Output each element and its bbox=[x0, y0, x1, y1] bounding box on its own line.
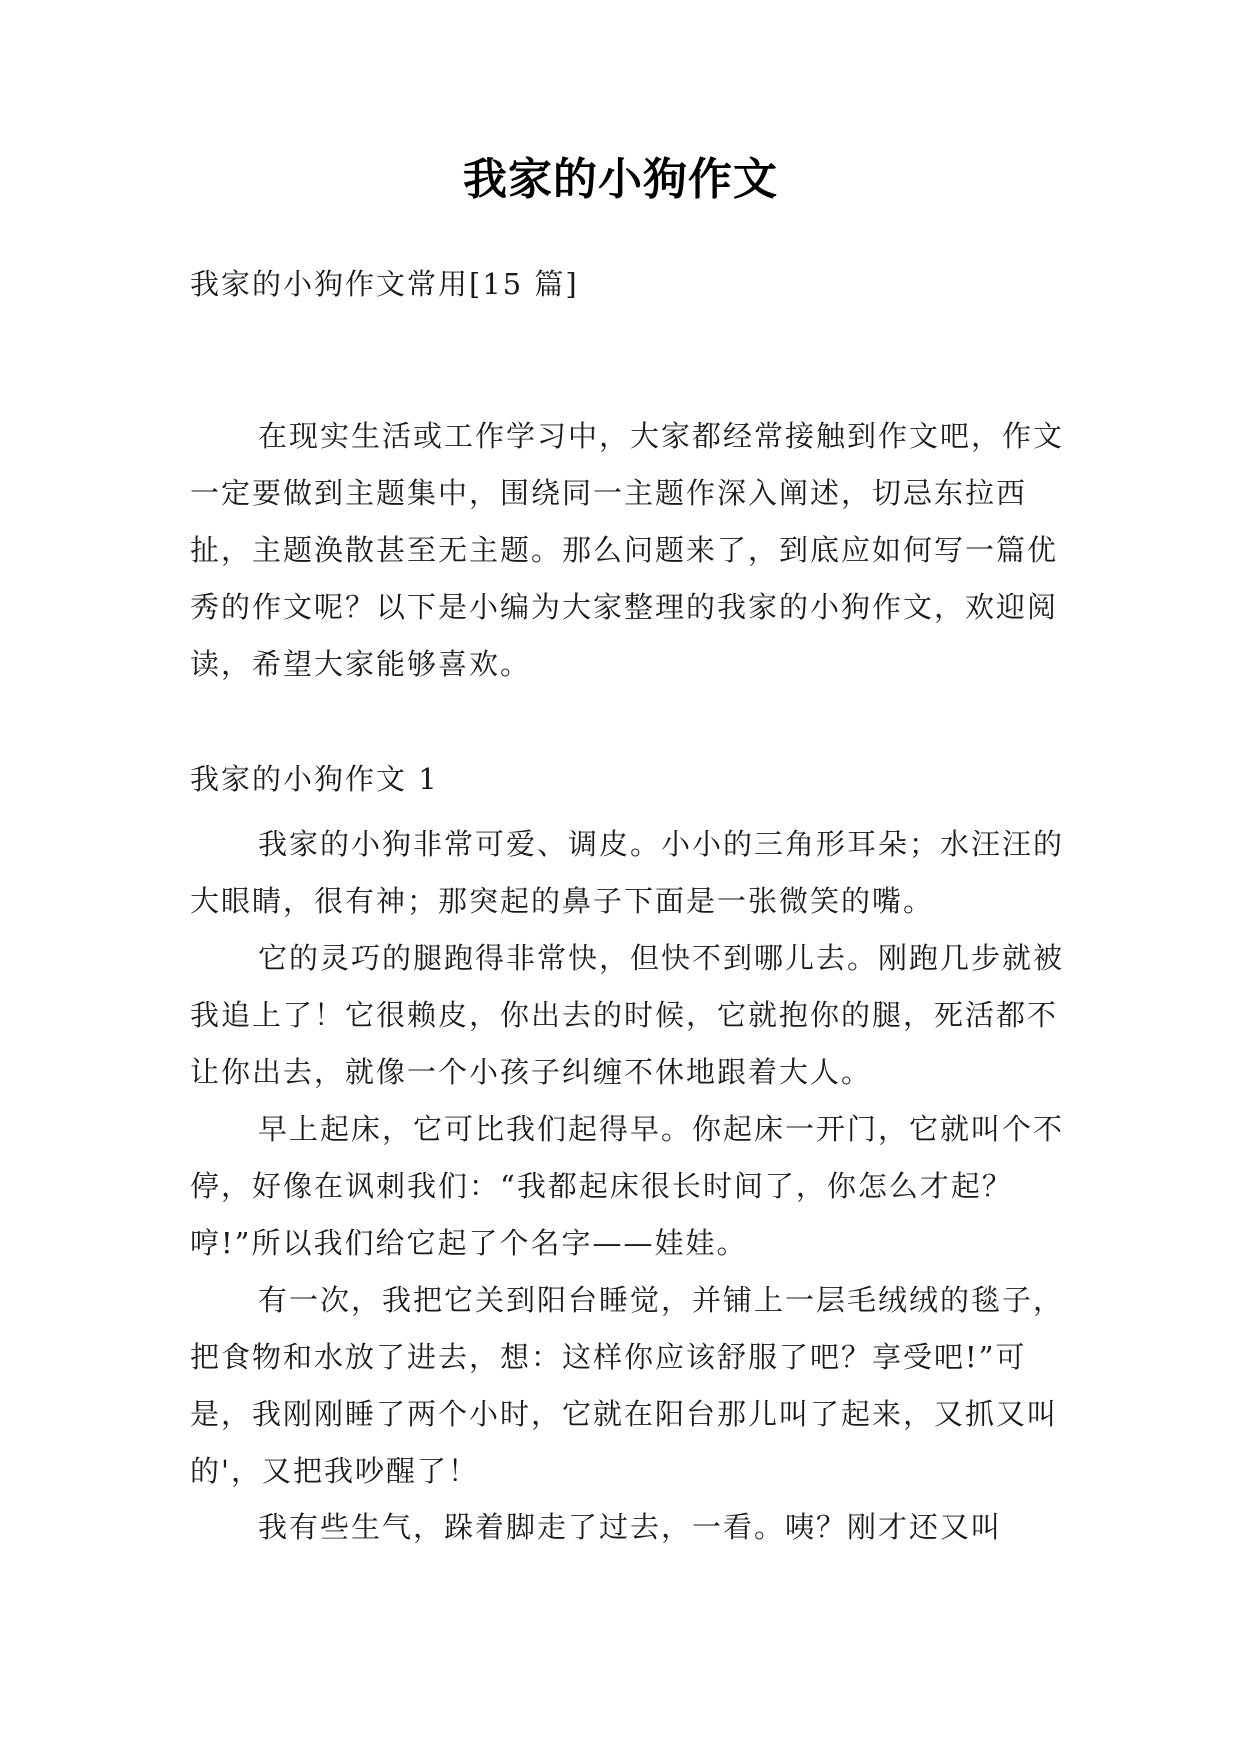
body-paragraph: 有一次，我把它关到阳台睡觉，并铺上一层毛绒绒的毯子，把食物和水放了进去，想：这样你应该舒服了吧？享受吧!”可是，我刚刚睡了两个小时，它就在阳台那儿叫了起来，又抓又叫的'，又把我吵醒了！ bbox=[190, 1283, 1065, 1488]
body-paragraph: 我家的小狗非常可爱、调皮。小小的三角形耳朵；水汪汪的大眼睛，很有神；那突起的鼻子下面是一张微笑的嘴。 bbox=[190, 827, 1065, 918]
body-paragraph: 它的灵巧的腿跑得非常快，但快不到哪儿去。刚跑几步就被我追上了！它很赖皮，你出去的时候，它就抱你的腿，死活都不让你出去，就像一个小孩子纠缠不休地跟着大人。 bbox=[190, 941, 1065, 1089]
intro-paragraph: 在现实生活或工作学习中，大家都经常接触到作文吧，作文一定要做到主题集中，围绕同一主题作深入阐述，切忌东拉西扯，主题涣散甚至无主题。那么问题来了，到底应如何写一篇优秀的作文呢？以下是小编为大家整理的我家的小狗作文，欢迎阅读，希望大家能够喜欢。 bbox=[190, 419, 1065, 681]
document-subtitle: 我家的小狗作文常用[15 篇] bbox=[190, 267, 579, 301]
body-paragraph: 早上起床，它可比我们起得早。你起床一开门，它就叫个不停，好像在讽刺我们：“我都起床很长时间了，你怎么才起？哼!”所以我们给它起了个名字——娃娃。 bbox=[190, 1112, 1065, 1260]
body-paragraph: 我有些生气，跺着脚走了过去，一看。咦？刚才还又叫 bbox=[258, 1510, 1003, 1544]
document-title: 我家的小狗作文 bbox=[463, 154, 778, 205]
section-heading: 我家的小狗作文 1 bbox=[190, 762, 439, 796]
